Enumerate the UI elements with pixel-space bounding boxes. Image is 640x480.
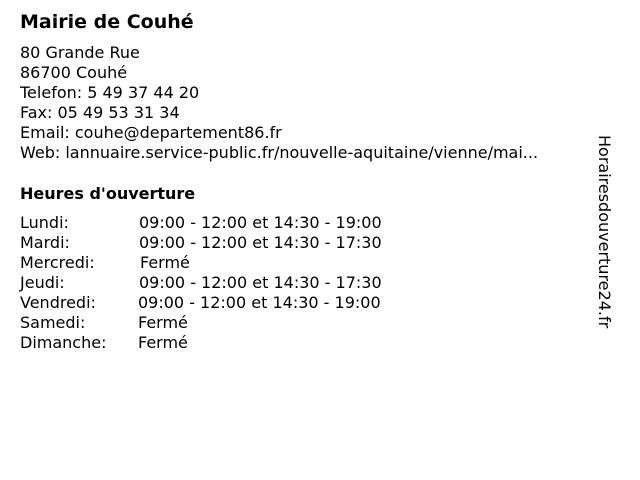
day-label: Mercredi: [20,253,95,272]
time-value: Fermé [140,253,190,272]
site-watermark: Horairesdouverture24.fr [595,135,614,329]
website-url: Web: lannuaire.service-public.fr/nouvelle-aquitaine/vienne/mai... [20,143,539,162]
hours-heading: Heures d'ouverture [20,184,196,203]
time-value: 09:00 - 12:00 et 14:30 - 17:30 [139,273,382,292]
email-address: Email: couhe@departement86.fr [20,123,282,142]
fax-number: Fax: 05 49 53 31 34 [20,103,180,122]
address-street: 80 Grande Rue [20,43,140,62]
contact-info [20,43,538,163]
day-label: Dimanche: [20,333,107,352]
day-label: Samedi: [20,313,86,332]
page-title: Mairie de Couhé [20,11,194,33]
day-label: Vendredi: [20,293,96,312]
day-label: Jeudi: [20,273,65,292]
time-value: 09:00 - 12:00 et 14:30 - 19:00 [138,293,381,312]
phone-number: Telefon: 5 49 37 44 20 [20,83,200,102]
day-label: Lundi: [20,213,69,232]
address-city: 86700 Couhé [20,63,128,82]
time-value: 09:00 - 12:00 et 14:30 - 17:30 [139,233,382,252]
time-value: Fermé [138,333,188,352]
day-label: Mardi: [20,233,70,252]
time-value: 09:00 - 12:00 et 14:30 - 19:00 [139,213,382,232]
time-value: Fermé [138,313,188,332]
